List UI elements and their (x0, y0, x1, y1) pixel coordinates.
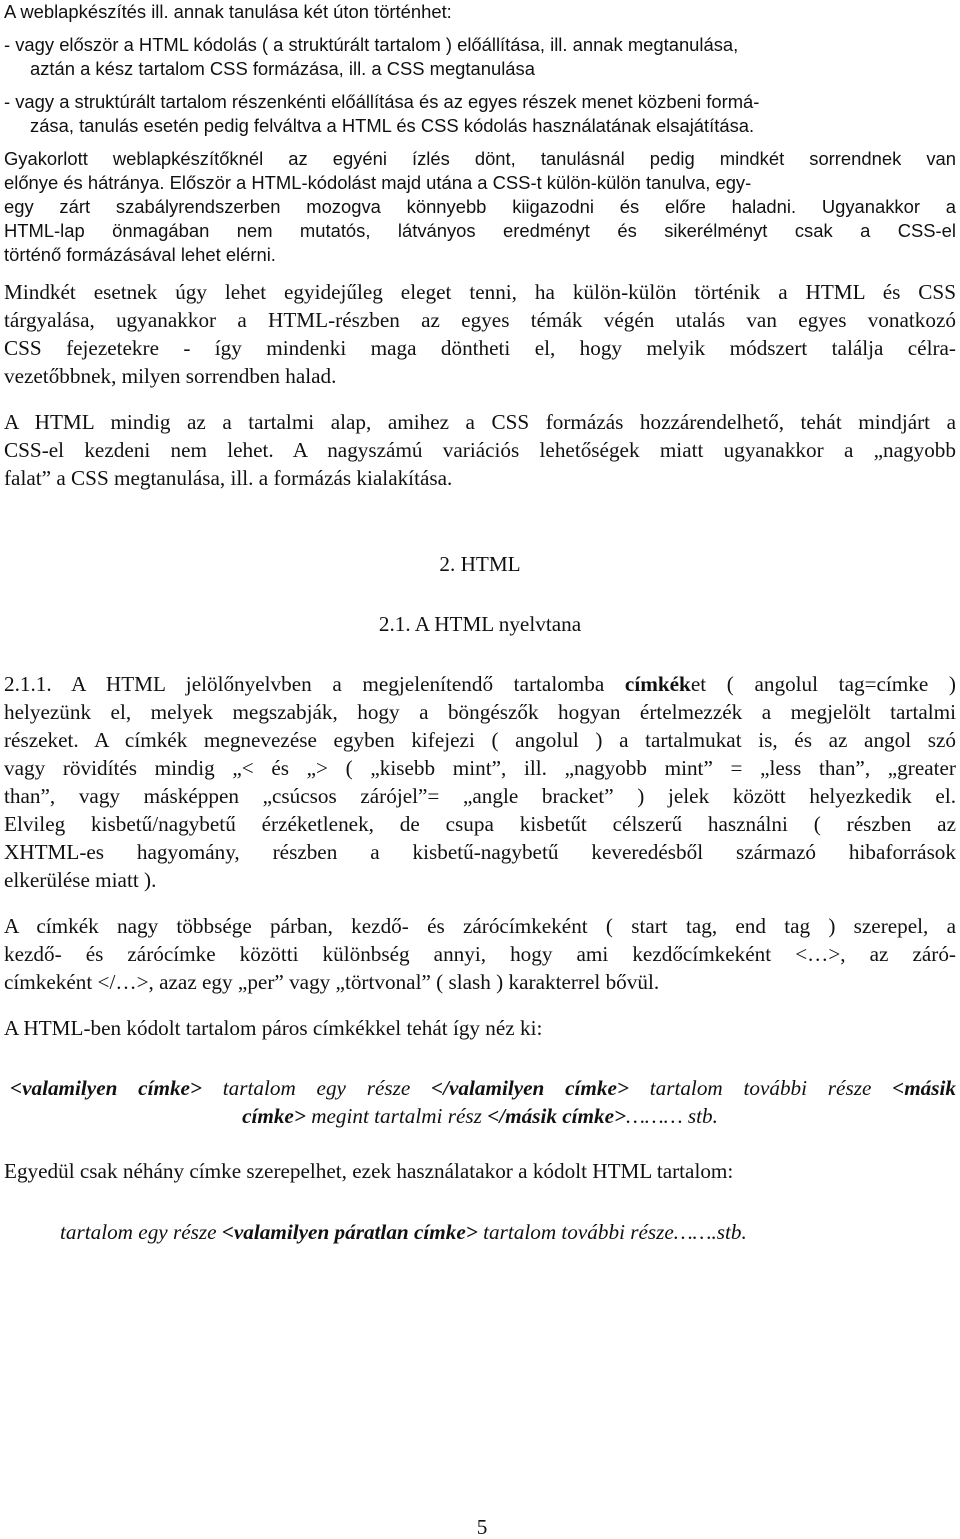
para-211-line-8: elkerülése miatt ). (4, 868, 157, 892)
cimkek-line-2: kezdő- és zárócímke közötti különbség annyi, hogy ami kezdőcímkeként <…>, az záró- (4, 942, 956, 966)
cimkek-bold-term: címkék (624, 672, 691, 696)
gyakorlott-line-3: egy zárt szabályrendszerben mozogva könnyebb kiigazodni és előre haladni. Ugyanakkor a (4, 196, 956, 217)
mindket-line-2: tárgyalása, ugyanakkor a HTML-részben az egyes témák végén utalás van egyes vonatkozó (4, 308, 956, 332)
para-211-line-3: részeket. A címkék megnevezése egyben kifejezi ( angolul ) a tartalmukat is, és az angol szó (4, 728, 956, 752)
mindket-line-4: vezetőbbnek, milyen sorrendben halad. (4, 364, 337, 388)
page-number: 5 (476, 1515, 488, 1539)
example-other-open-tag-end: címke> (242, 1104, 306, 1128)
gyakorlott-line-2: előnye és hátránya. Először a HTML-kódolást majd utána a CSS-t külön-külön tanulva, egy- (4, 172, 752, 193)
intro-line-4: - vagy a struktúrált tartalom részenkénti előállítása és az egyes részek menet közbeni formá- (4, 91, 760, 112)
example-other-close-tag: </másik címke> (487, 1104, 627, 1128)
intro-line-3: aztán a kész tartalom CSS formázása, ill. a CSS megtanulása (30, 58, 535, 79)
mindket-line-3: CSS fejezetekre - így mindenki maga döntheti el, hogy melyik módszert találja célra- (4, 336, 956, 360)
example-close-tag: </valamilyen címke> (431, 1076, 629, 1100)
alap-line-1: A HTML mindig az a tartalmi alap, amihez a CSS formázás hozzárendelhető, tehát mindjárt a (4, 410, 956, 434)
paratlan-tag: <valamilyen páratlan címke> (221, 1220, 478, 1244)
cimkek-line-3: címkeként </…>, azaz egy „per” vagy „törtvonal” ( slash ) karakterrel bővül. (4, 970, 660, 994)
gyakorlott-line-5: történő formázásával lehet elérni. (4, 244, 276, 265)
para-211-line-2: helyezünk el, melyek megszabják, hogy a böngészők hogyan értelmezzék a megjelölt tartalmi (4, 700, 956, 724)
paratlan-text-2: tartalom további része…….stb. (477, 1220, 747, 1244)
paratlan-example (60, 1220, 960, 1244)
paros-example-line-1 (10, 1076, 956, 1100)
paratlan-intro: Egyedül csak néhány címke szerepelhet, ezek használatakor a kódolt HTML tartalom: (4, 1159, 734, 1183)
para-211-line-6: Elvileg kisbetű/nagybetű érzéketlenek, de csupa kisbetűt célszerű használni ( részben az (4, 812, 956, 836)
gyakorlott-line-4: HTML-lap önmagában nem mutatós, látványos eredményt és sikerélményt csak a CSS-el (4, 220, 956, 241)
example-text-3: megint tartalmi rész (305, 1104, 488, 1128)
paros-example-line-2 (4, 1104, 956, 1128)
alap-line-2: CSS-el kezdeni nem lehet. A nagyszámú variációs lehetőségek miatt ugyanakkor a „nagyobb (4, 438, 956, 462)
alap-line-3: falat” a CSS megtanulása, ill. a formázás kialakítása. (4, 466, 453, 490)
intro-line-2: - vagy először a HTML kódolás ( a struktúrált tartalom ) előállítása, ill. annak megtanulása, (4, 34, 739, 55)
intro-line-1: A weblapkészítés ill. annak tanulása két úton történhet: (4, 1, 452, 22)
para-211-line-1-post: et ( angolul tag=címke ) (690, 672, 956, 696)
example-text-1: tartalom egy része (202, 1076, 432, 1100)
para-211-line-7: XHTML-es hagyomány, részben a kisbetű-nagybetű keveredésből származó hibaforrások (4, 840, 956, 864)
example-open-tag: <valamilyen címke> (10, 1076, 203, 1100)
example-text-2: tartalom további része (628, 1076, 893, 1100)
cimkek-line-1: A címkék nagy többsége párban, kezdő- és zárócímkeként ( start tag, end tag ) szerepel, a (4, 914, 956, 938)
para-211-line-5: than”, vagy másképpen „csúcsos zárójel”= „angle bracket” ) jelek között helyezkedik el. (4, 784, 956, 808)
intro-line-5: zása, tanulás esetén pedig felváltva a HTML és CSS kódolás használatának elsajátítása. (30, 115, 755, 136)
heading-html-nyelvtana: 2.1. A HTML nyelvtana (378, 612, 582, 636)
gyakorlott-line-1: Gyakorlott weblapkészítőknél az egyéni ízlés dönt, tanulásnál pedig mindkét sorrendnek van (4, 148, 956, 169)
para-211-line-4: vagy rövidítés mindig „< és „> ( „kisebb mint”, ill. „nagyobb mint” = „less than”, „greater (4, 756, 956, 780)
mindket-line-1: Mindkét esetnek úgy lehet egyidejűleg eleget tenni, ha külön-külön történik a HTML és CSS (4, 280, 956, 304)
example-other-open-tag-start: <másik (892, 1076, 956, 1100)
para-211-line-1 (4, 672, 956, 696)
paratlan-text-1: tartalom egy része (60, 1220, 222, 1244)
paros-intro: A HTML-ben kódolt tartalom páros címkékkel tehát így néz ki: (4, 1016, 543, 1040)
example-text-4: ……… stb. (626, 1104, 718, 1128)
para-211-line-1-pre: 2.1.1. A HTML jelölőnyelvben a megjelenítendő tartalomba (4, 672, 625, 696)
heading-html: 2. HTML (439, 552, 521, 576)
